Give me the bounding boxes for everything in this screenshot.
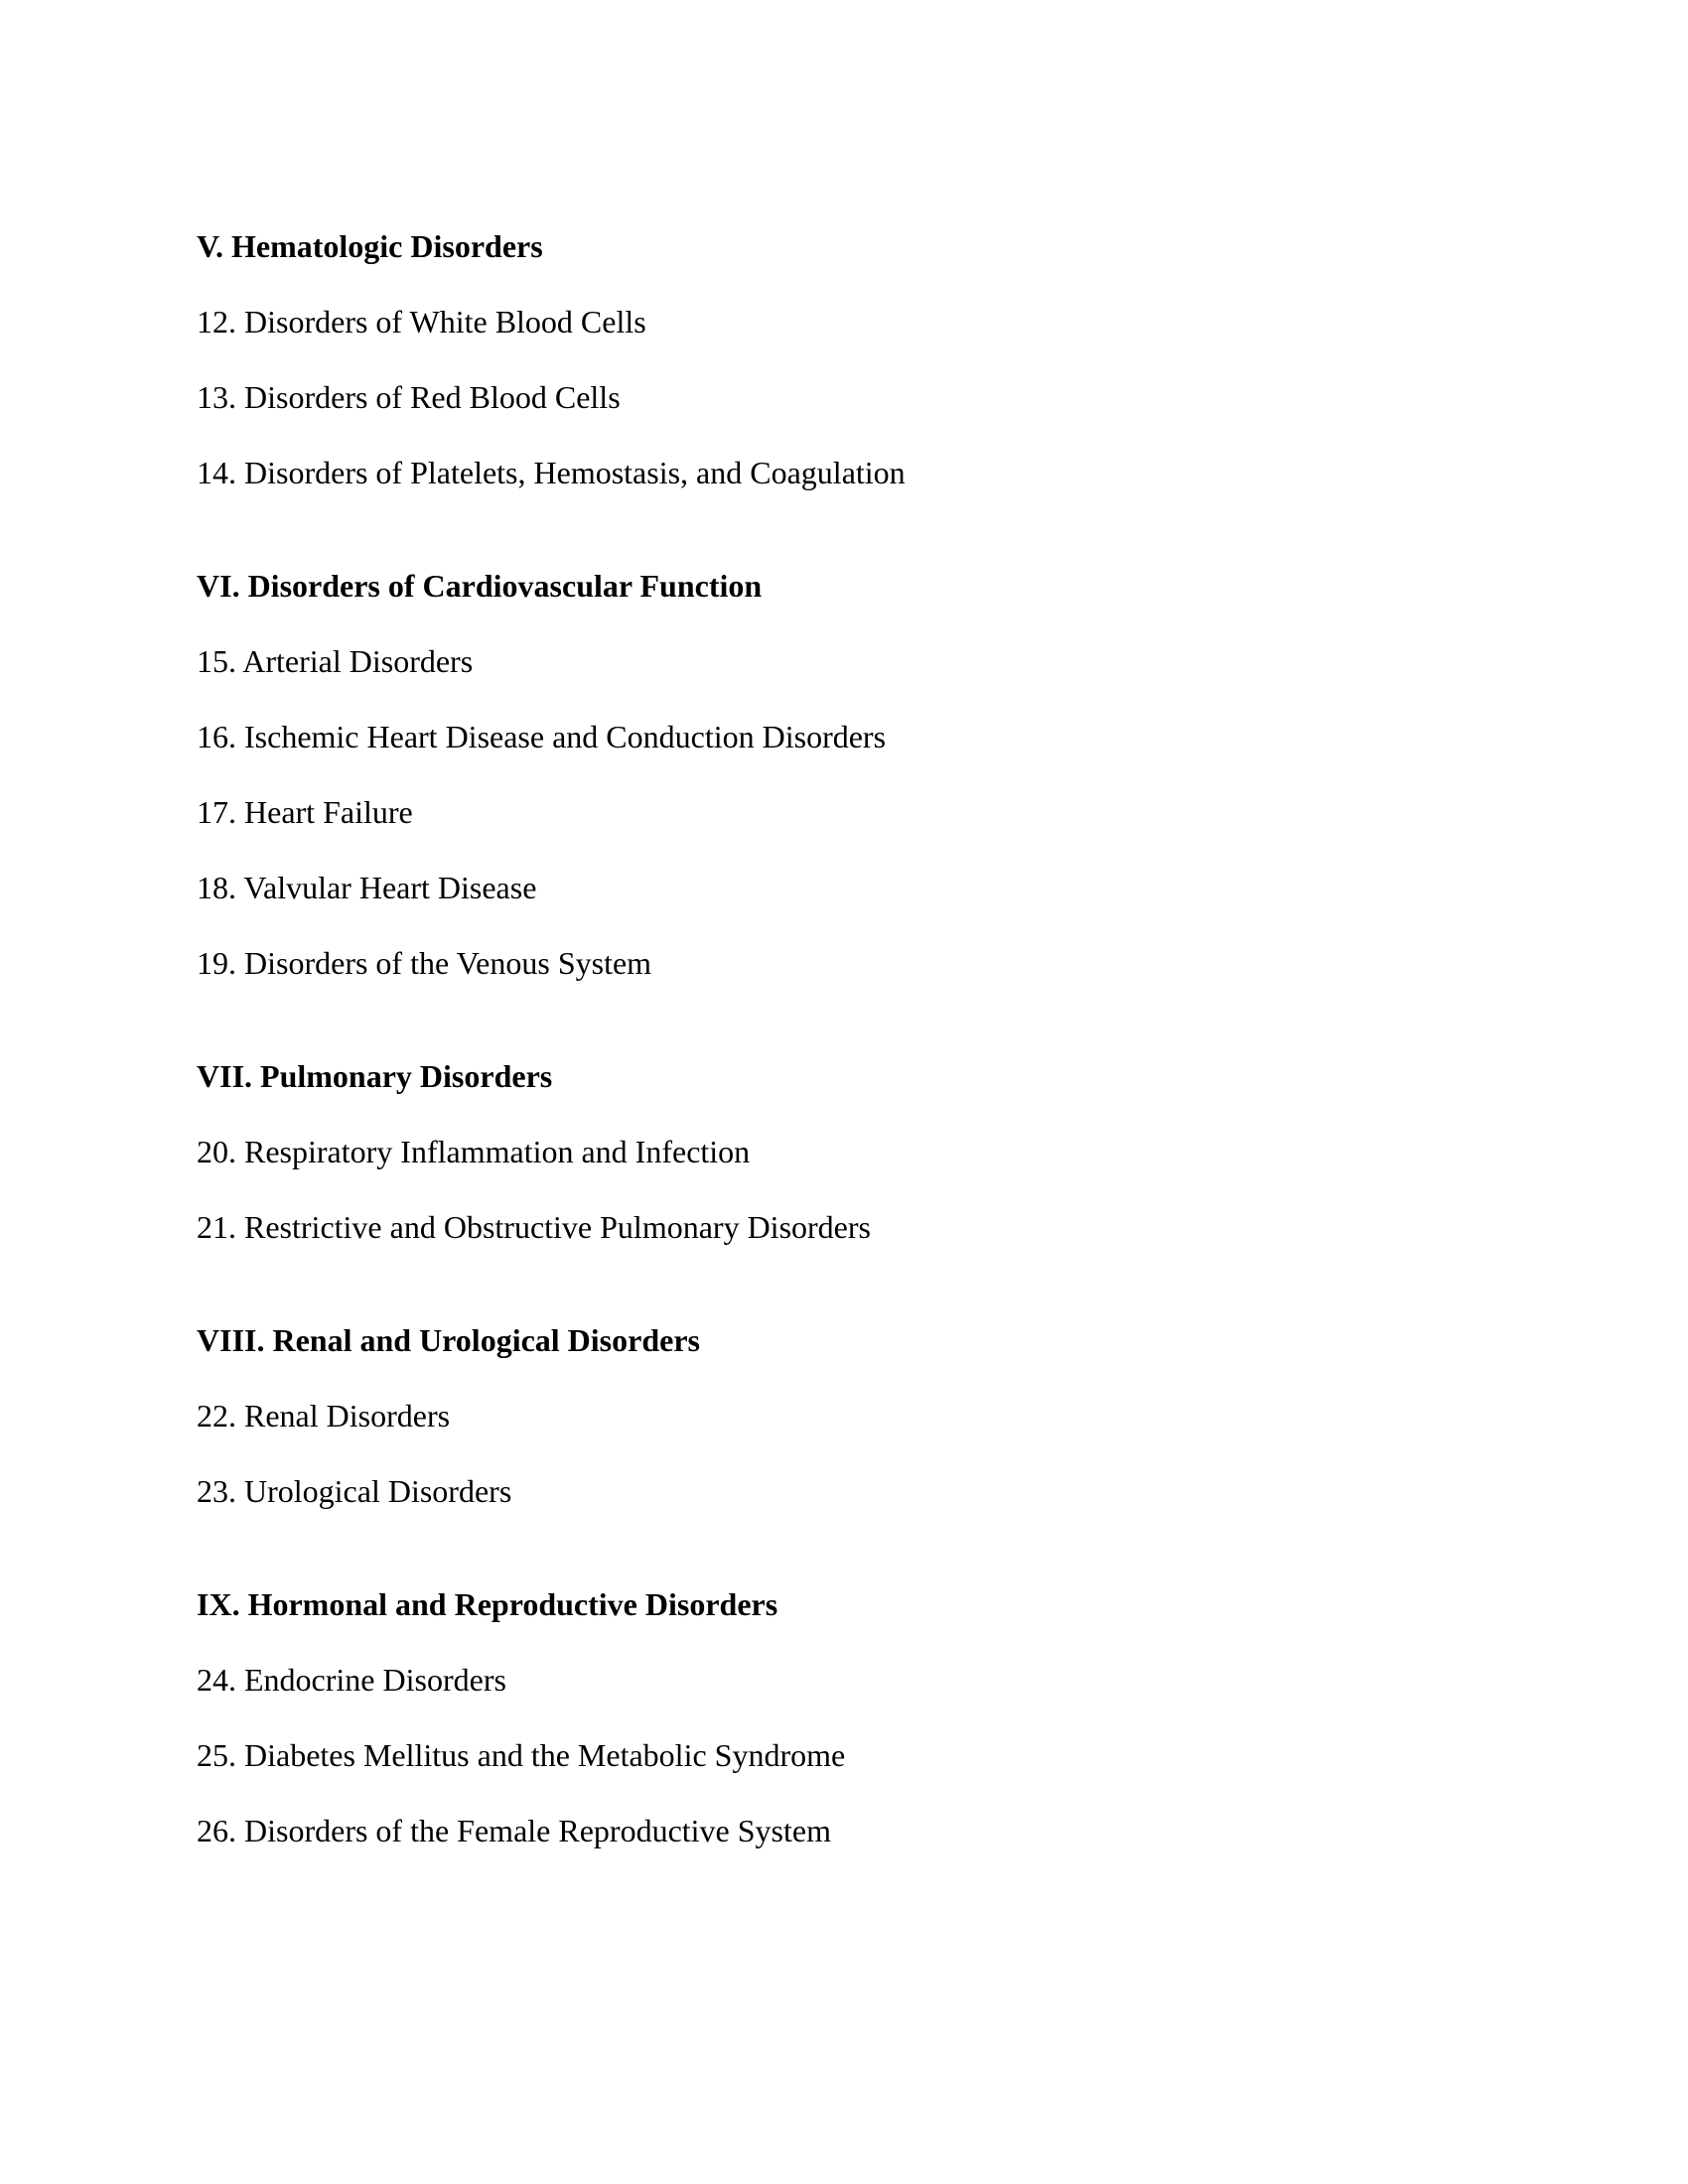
section-renal-urological bbox=[197, 1320, 1487, 1511]
chapter-item: 14. Disorders of Platelets, Hemostasis, and Coagulation bbox=[197, 455, 906, 490]
section-heading: IX. Hormonal and Reproductive Disorders bbox=[197, 1586, 778, 1622]
section-cardiovascular bbox=[197, 566, 1487, 983]
chapter-item: 16. Ischemic Heart Disease and Conduction Disorders bbox=[197, 719, 887, 754]
chapter-item: 12. Disorders of White Blood Cells bbox=[197, 304, 646, 340]
chapter-item: 22. Renal Disorders bbox=[197, 1398, 451, 1433]
chapter-item: 18. Valvular Heart Disease bbox=[197, 870, 537, 905]
section-heading: VI. Disorders of Cardiovascular Function bbox=[197, 568, 763, 604]
chapter-item: 15. Arterial Disorders bbox=[197, 643, 474, 679]
section-heading: V. Hematologic Disorders bbox=[197, 228, 543, 264]
chapter-item: 26. Disorders of the Female Reproductive System bbox=[197, 1813, 831, 1848]
section-hematologic bbox=[197, 226, 1487, 492]
chapter-item: 17. Heart Failure bbox=[197, 794, 413, 830]
chapter-item: 24. Endocrine Disorders bbox=[197, 1662, 506, 1698]
table-of-contents bbox=[197, 226, 1487, 1850]
chapter-item: 25. Diabetes Mellitus and the Metabolic Syndrome bbox=[197, 1737, 846, 1773]
chapter-item: 20. Respiratory Inflammation and Infection bbox=[197, 1134, 751, 1169]
chapter-item: 23. Urological Disorders bbox=[197, 1473, 512, 1509]
section-pulmonary bbox=[197, 1056, 1487, 1247]
section-heading: VIII. Renal and Urological Disorders bbox=[197, 1322, 700, 1358]
section-heading: VII. Pulmonary Disorders bbox=[197, 1058, 553, 1094]
chapter-item: 21. Restrictive and Obstructive Pulmonary Disorders bbox=[197, 1209, 871, 1245]
chapter-item: 19. Disorders of the Venous System bbox=[197, 945, 652, 981]
chapter-item: 13. Disorders of Red Blood Cells bbox=[197, 379, 621, 415]
section-hormonal-reproductive bbox=[197, 1584, 1487, 1850]
